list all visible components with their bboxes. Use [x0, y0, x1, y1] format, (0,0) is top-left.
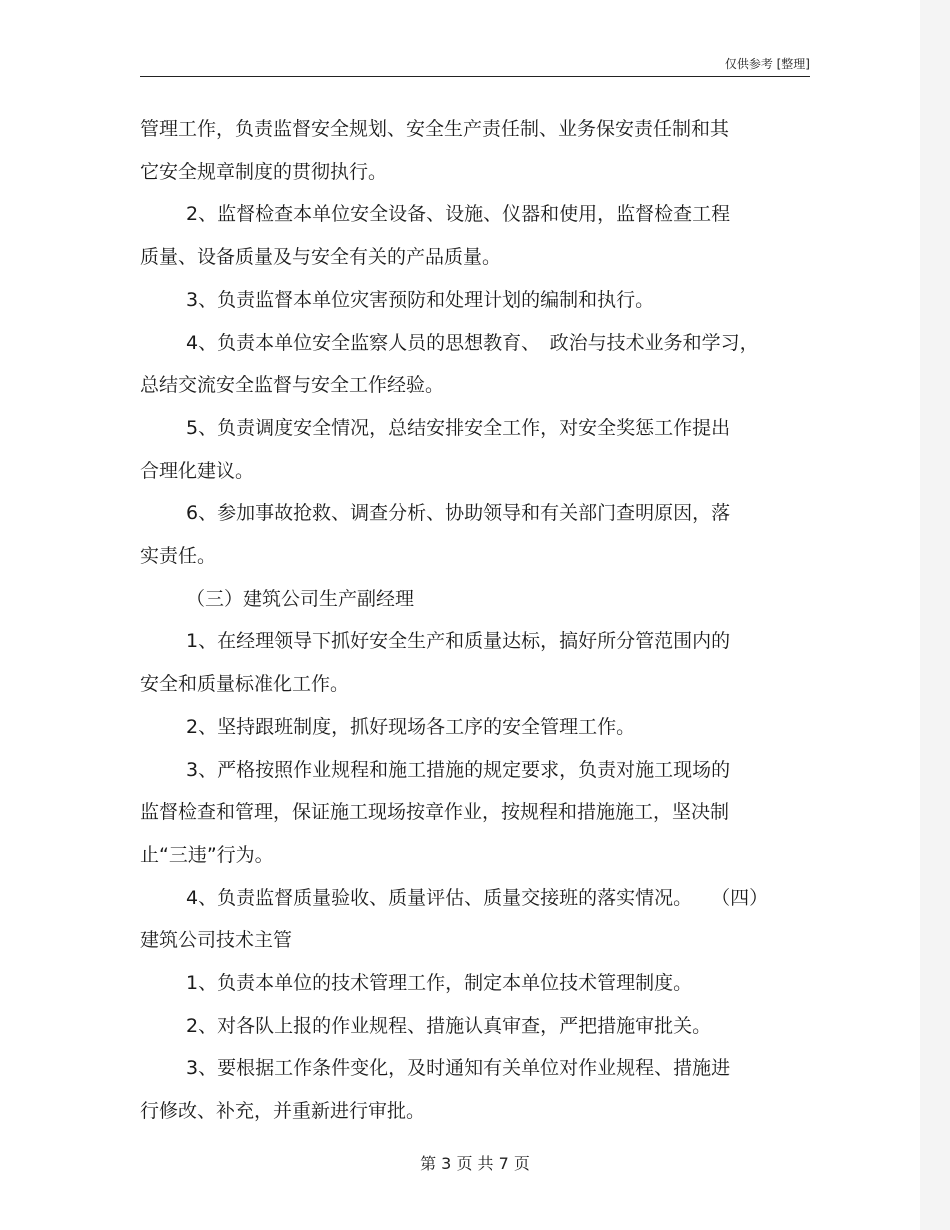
text-line: 监督检查和管理，保证施工现场按章作业，按规程和措施施工，坚决制: [140, 801, 730, 824]
text-line: 2、对各队上报的作业规程、措施认真审查，严把措施审批关。: [186, 1014, 712, 1037]
text-line: 实责任。: [140, 545, 217, 568]
text-line: 它安全规章制度的贯彻执行。: [140, 160, 388, 183]
text-line: 止“三违”行为。: [140, 843, 274, 866]
text-line: 1、负责本单位的技术管理工作，制定本单位技术管理制度。: [186, 972, 693, 995]
text-line: 4、负责本单位安全监察人员的思想教育、 政治与技术业务和学习，: [186, 331, 759, 354]
header-rule: [140, 76, 810, 77]
section-heading: （三）建筑公司生产副经理: [186, 587, 415, 610]
text-line: 总结交流安全监督与安全工作经验。: [140, 374, 445, 397]
text-line: 2、监督检查本单位安全设备、设施、仪器和使用，监督检查工程: [186, 203, 731, 226]
text-line: 6、参加事故抢救、调查分析、协助领导和有关部门查明原因，落: [186, 502, 731, 525]
text-line: 质量、设备质量及与安全有关的产品质量。: [140, 246, 502, 269]
text-line: 安全和质量标准化工作。: [140, 673, 350, 696]
text-line: 1、在经理领导下抓好安全生产和质量达标，搞好所分管范围内的: [186, 630, 731, 653]
text-line: 5、负责调度安全情况，总结安排安全工作，对安全奖惩工作提出: [186, 416, 731, 439]
text-line: 3、严格按照作业规程和施工措施的规定要求，负责对施工现场的: [186, 758, 731, 781]
page-header: 仅供参考 [整理]: [724, 57, 810, 71]
text-line: 4、负责监督质量验收、质量评估、质量交接班的落实情况。 （四）: [186, 886, 769, 909]
text-line: 2、坚持跟班制度，抓好现场各工序的安全管理工作。: [186, 715, 636, 738]
page-footer: 第 3 页 共 7 页: [420, 1154, 530, 1173]
text-line: 3、负责监督本单位灾害预防和处理计划的编制和执行。: [186, 288, 655, 311]
text-line: 合理化建议。: [140, 459, 255, 482]
section-heading: 建筑公司技术主管: [140, 929, 293, 952]
document-body: [140, 108, 810, 1133]
text-line: 管理工作，负责监督安全规划、安全生产责任制、业务保安责任制和其: [140, 118, 730, 140]
viewer-background: [920, 0, 950, 1230]
text-line: 行修改、补充，并重新进行审批。: [140, 1100, 426, 1123]
text-line: 3、要根据工作条件变化，及时通知有关单位对作业规程、措施进: [186, 1057, 731, 1080]
